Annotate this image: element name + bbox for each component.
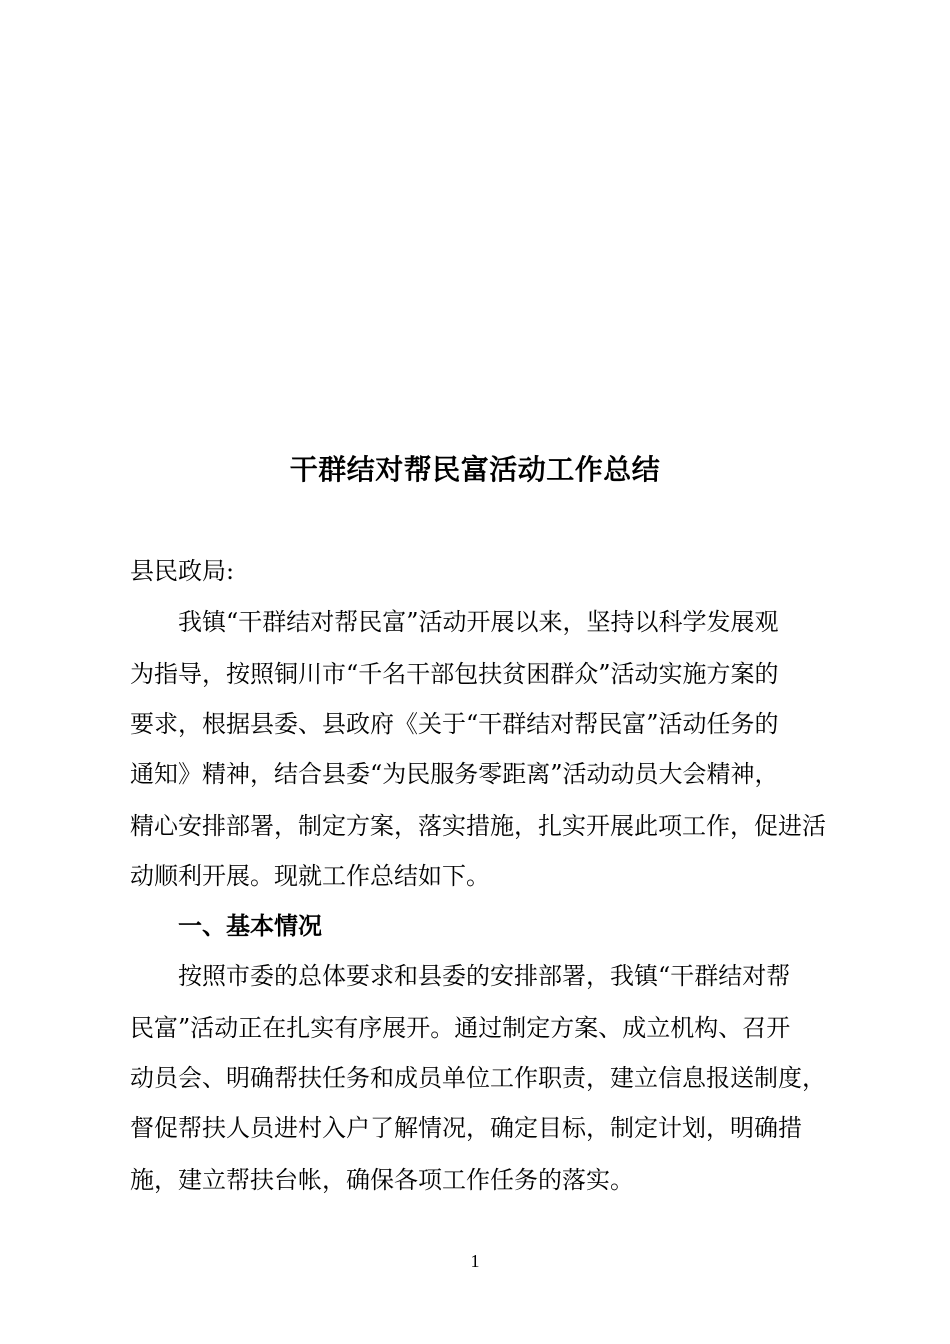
page-number: 1 — [470, 1251, 480, 1271]
section1-line-1: 按照市委的总体要求和县委的安排部署，我镇“干群结对帮 — [178, 962, 791, 990]
section1-line-4: 督促帮扶人员进村入户了解情况，确定目标，制定计划，明确措 — [130, 1114, 802, 1142]
intro-line-5: 精心安排部署，制定方案，落实措施，扎实开展此项工作，促进活 — [130, 812, 826, 840]
section1-line-2: 民富”活动正在扎实有序展开。通过制定方案、成立机构、召开 — [130, 1014, 791, 1042]
section1-line-5: 施，建立帮扶台帐，确保各项工作任务的落实。 — [130, 1166, 634, 1194]
intro-line-2: 为指导，按照铜川市“千名干部包扶贫困群众”活动实施方案的 — [130, 660, 779, 688]
intro-line-3: 要求，根据县委、县政府《关于“干群结对帮民富”活动任务的 — [130, 710, 779, 738]
section1-line-3: 动员会、明确帮扶任务和成员单位工作职责，建立信息报送制度， — [130, 1064, 826, 1092]
intro-line-6: 动顺利开展。现就工作总结如下。 — [130, 862, 490, 890]
salutation: 县民政局: — [130, 557, 235, 585]
section-heading-basic-situation: 一、基本情况 — [178, 912, 322, 940]
intro-line-4: 通知》精神，结合县委“为民服务零距离”活动动员大会精神， — [130, 760, 779, 788]
document-title: 干群结对帮民富活动工作总结 — [289, 453, 661, 486]
intro-line-1: 我镇“干群结对帮民富”活动开展以来，坚持以科学发展观 — [178, 608, 779, 636]
